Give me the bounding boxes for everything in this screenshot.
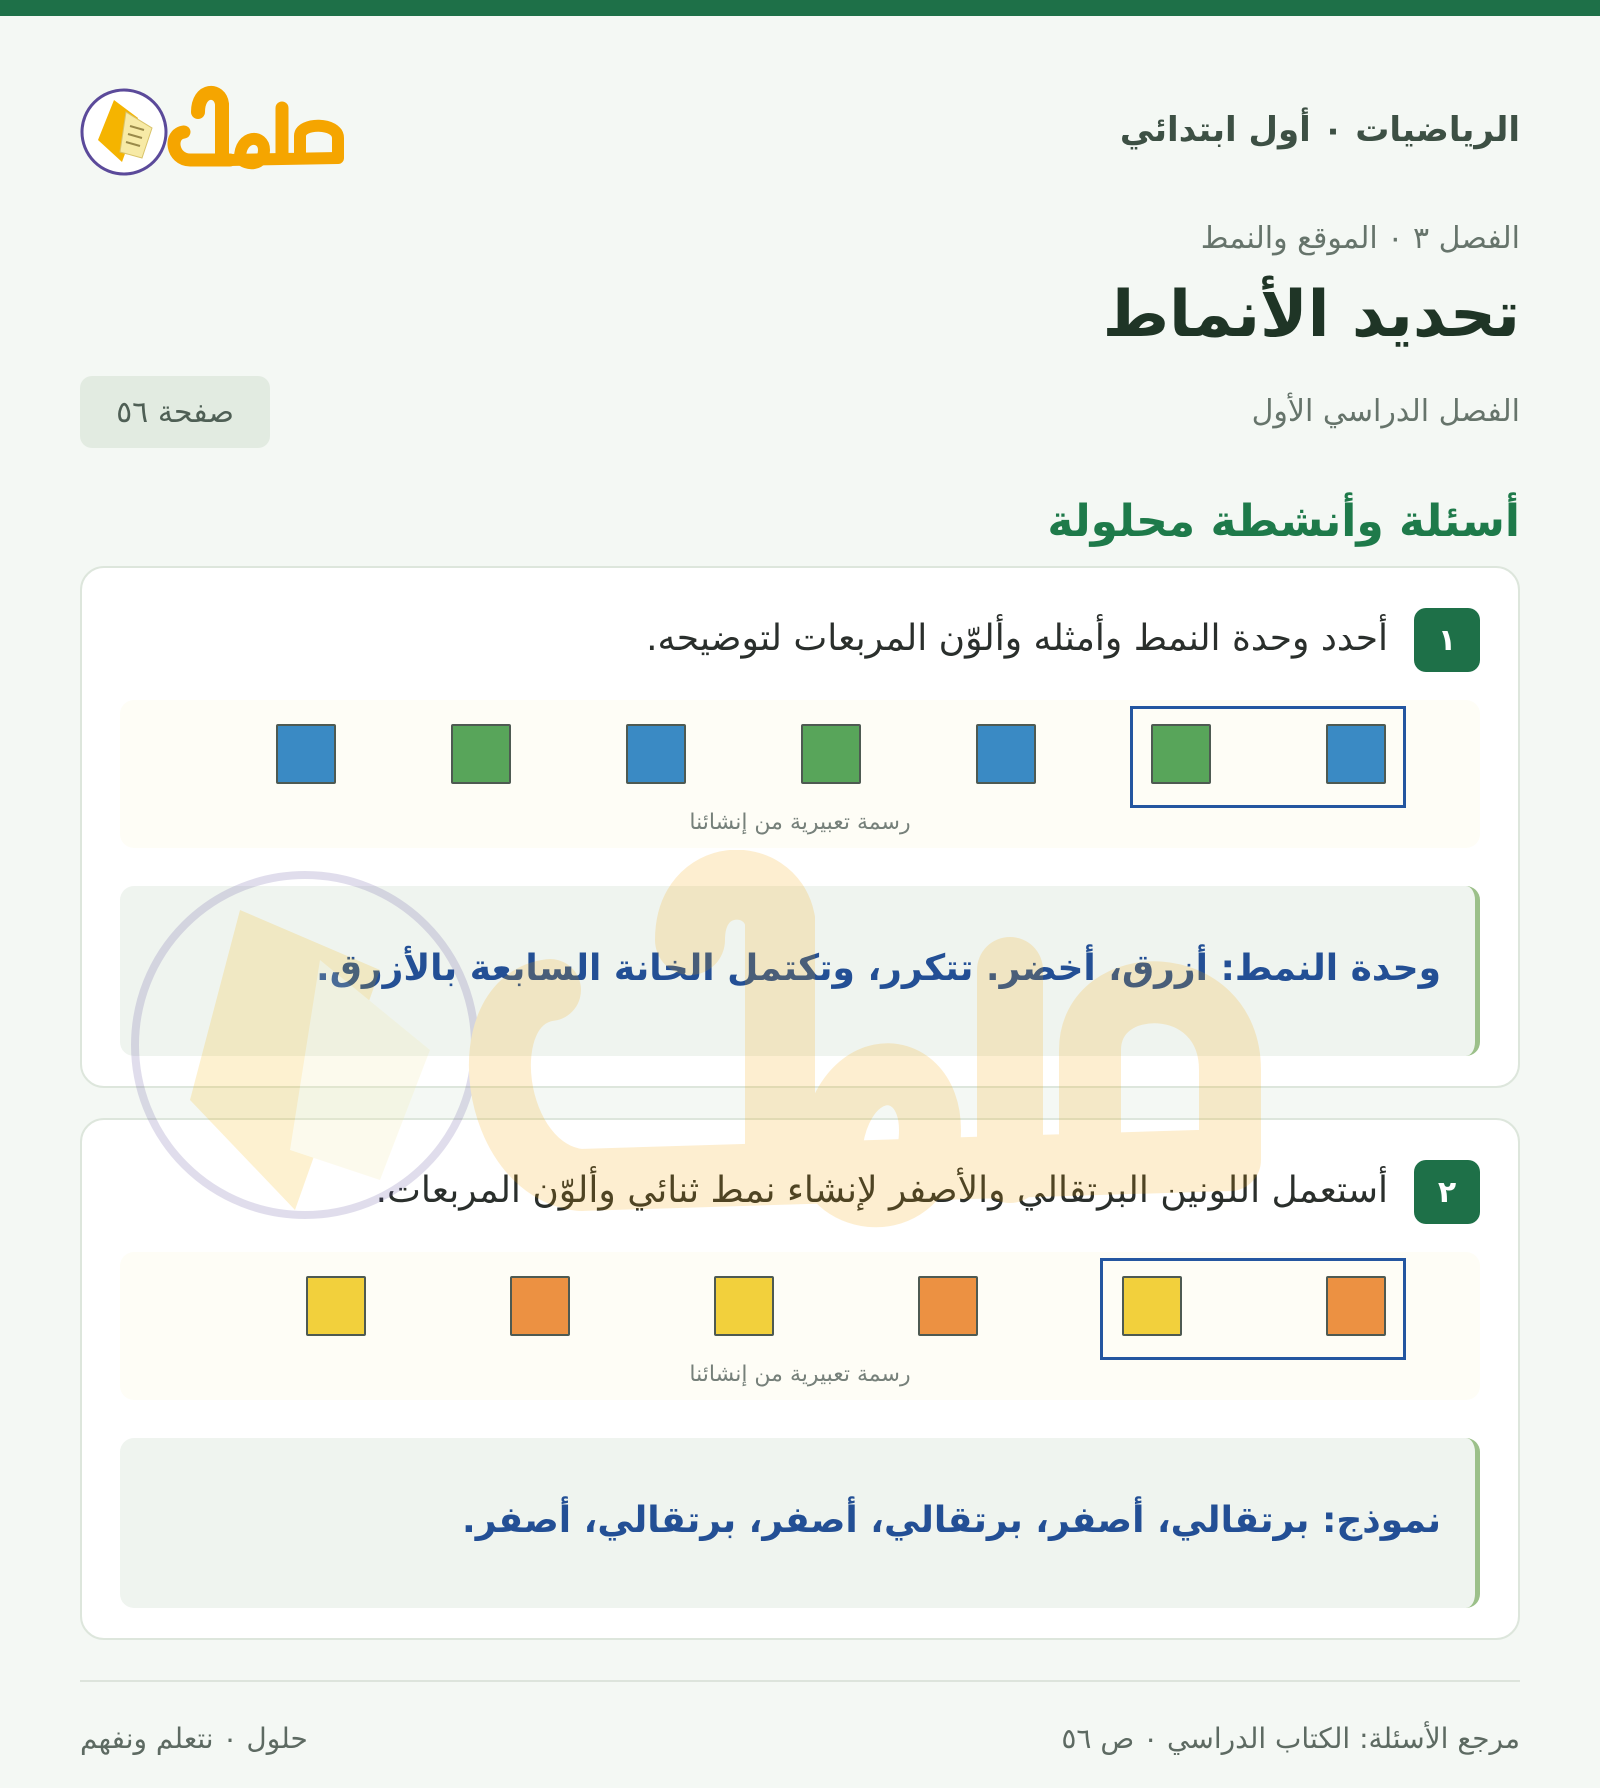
footer-brand: حلول ٠ نتعلم ونفهم	[80, 1722, 308, 1755]
question-card-2	[80, 1118, 1520, 1640]
question-number-badge: ٢	[1414, 1160, 1480, 1224]
orange-square	[918, 1276, 978, 1336]
figure-caption: رسمة تعبيرية من إنشائنا	[689, 1362, 911, 1387]
chapter-label: الفصل ٣ ٠ الموقع والنمط	[1200, 221, 1520, 256]
blue-square	[626, 724, 686, 784]
blue-square	[976, 724, 1036, 784]
header	[80, 66, 1520, 186]
pattern-squares	[120, 724, 1480, 786]
answer-text: نموذج: برتقالي، أصفر، برتقالي، أصفر، برتقالي، أصفر.	[462, 1500, 1441, 1541]
green-square	[451, 724, 511, 784]
pattern-squares	[120, 1276, 1480, 1338]
subject-title: الرياضيات ٠ أول ابتدائي	[1119, 110, 1520, 150]
hulul-logo[interactable]	[80, 82, 360, 182]
footer-divider	[80, 1680, 1520, 1682]
pattern-unit-frame	[1100, 1258, 1406, 1360]
top-accent-bar	[0, 0, 1600, 16]
pattern-unit-frame	[1130, 706, 1406, 808]
lesson-title: تحديد الأنماط	[1102, 278, 1520, 352]
answer-text: وحدة النمط: أزرق، أخضر. تتكرر، وتكتمل الخانة السابعة بالأزرق.	[316, 948, 1441, 989]
question-text: أستعمل اللونين البرتقالي والأصفر لإنشاء نمط ثنائي وألوّن المربعات.	[375, 1170, 1388, 1211]
question-number-badge: ١	[1414, 608, 1480, 672]
page-content	[80, 16, 1520, 1788]
footer-reference: مرجع الأسئلة: الكتاب الدراسي ٠ ص ٥٦	[1061, 1722, 1520, 1755]
semester-label: الفصل الدراسي الأول	[1251, 394, 1520, 429]
section-title: أسئلة وأنشطة محلولة	[1047, 496, 1520, 547]
question-text: أحدد وحدة النمط وأمثله وألوّن المربعات لتوضيحه.	[646, 618, 1388, 659]
pattern-figure	[120, 1252, 1480, 1400]
question-card-1	[80, 566, 1520, 1088]
green-square	[801, 724, 861, 784]
answer-box	[120, 886, 1480, 1056]
blue-square	[276, 724, 336, 784]
page-number-badge: صفحة ٥٦	[80, 376, 270, 448]
yellow-square	[714, 1276, 774, 1336]
figure-caption: رسمة تعبيرية من إنشائنا	[689, 810, 911, 835]
orange-square	[510, 1276, 570, 1336]
answer-box	[120, 1438, 1480, 1608]
pattern-figure	[120, 700, 1480, 848]
yellow-square	[306, 1276, 366, 1336]
